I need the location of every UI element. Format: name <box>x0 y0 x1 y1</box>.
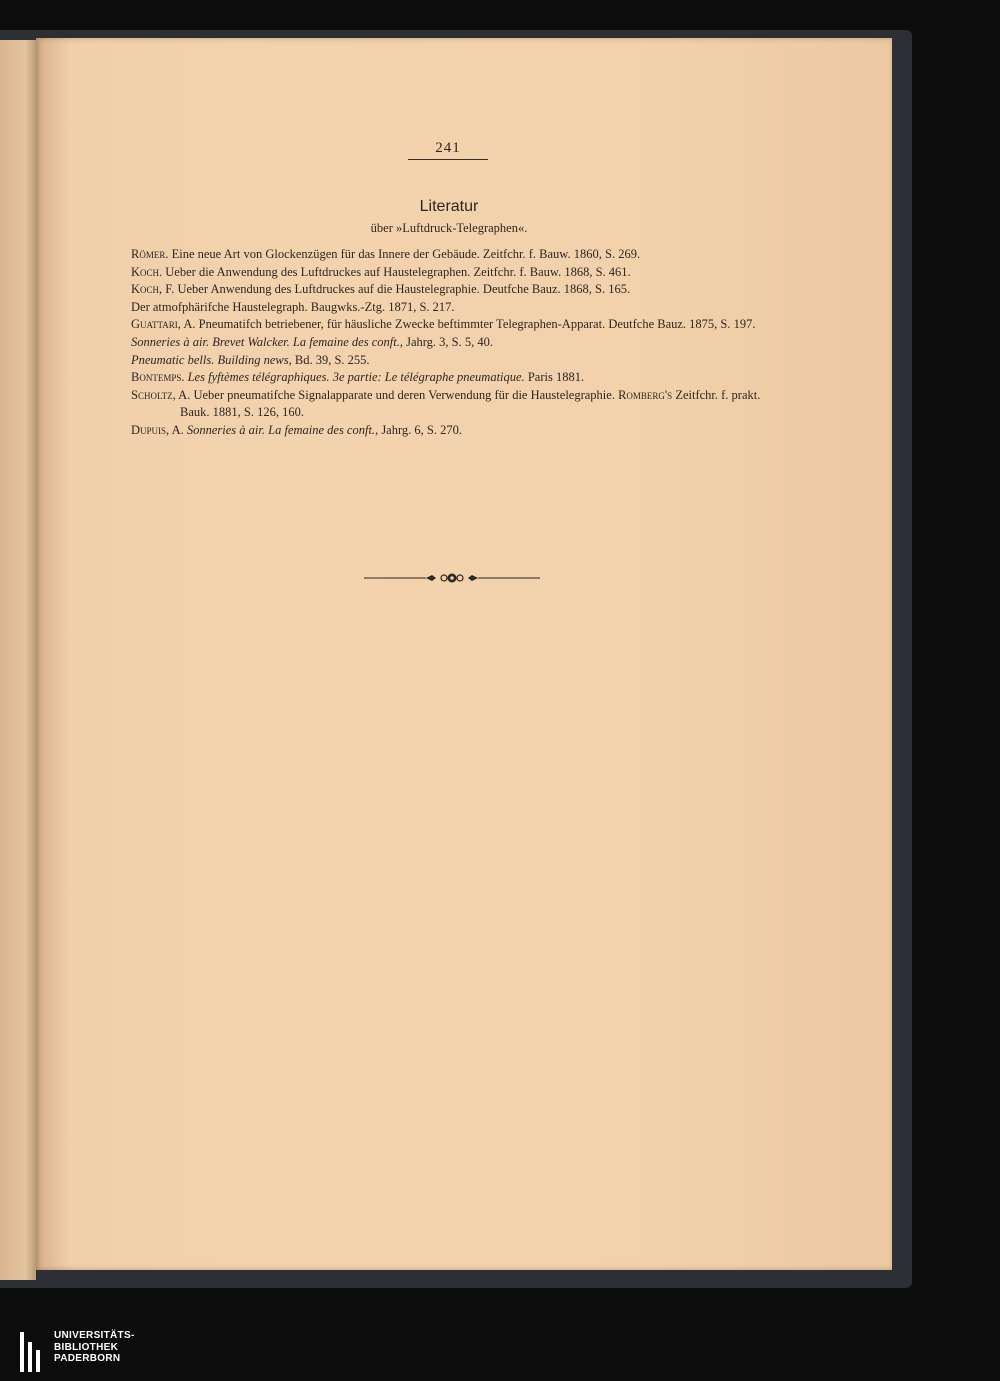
library-logo-line-3: PADERBORN <box>54 1353 121 1364</box>
entry-author: Bontemps. <box>131 370 185 385</box>
entry-text: Der atmofphärifche Haustelegraph. Baugwks.-Ztg. 1871, S. 217. <box>131 299 455 314</box>
bibliography-entry <box>131 264 781 282</box>
entry-title: Les fyftèmes télégraphiques. 3e partie: Le télégraphe pneumatique. <box>187 370 525 385</box>
page-number: 241 <box>435 140 461 156</box>
bibliography-entry <box>131 316 781 334</box>
entry-text: Ueber Anwendung des Luftdruckes auf die Haustelegraphie. Deutfche Bauz. 1868, S. 165. <box>174 282 631 297</box>
entry-author: Koch, F. <box>131 282 175 297</box>
entry-text: Zeitfchr. f. prakt. Bauk. 1881, S. 126, 160. <box>180 387 761 420</box>
bibliography-entry <box>131 387 781 422</box>
bibliography-entry <box>131 299 781 317</box>
entry-title: Sonneries à air. Brevet Walcker. La femaine des conft. <box>131 334 400 349</box>
bibliography-entry <box>131 422 781 440</box>
facing-page-edge <box>0 40 36 1280</box>
bibliography-entry <box>131 334 781 352</box>
entry-text: Ueber die Anwendung des Luftdruckes auf Haustelegraphen. Zeitfchr. f. Bauw. 1868, S. 461. <box>162 264 631 279</box>
entry-text: Eine neue Art von Glockenzügen für das Innere der Gebäude. Zeitfchr. f. Bauw. 1860, S. 269. <box>168 247 641 261</box>
section-heading: Literatur <box>419 198 479 215</box>
entry-text: Paris 1881. <box>524 370 585 385</box>
entry-text: , Jahrg. 3, S. 5, 40. <box>399 334 494 349</box>
library-logo-line-2: BIBLIOTHEK <box>54 1341 119 1353</box>
bibliography-entry <box>131 281 781 299</box>
book-page <box>36 38 892 1270</box>
library-logo-line-1: UNIVERSITÄTS- <box>54 1330 135 1341</box>
bibliography-entry <box>131 369 781 387</box>
library-logo-text <box>54 1330 135 1365</box>
entry-text: Ueber pneumatifche Signalapparate und deren Verwendung für die Haustelegraphie. <box>190 387 619 402</box>
entry-author: Römer. <box>131 247 169 261</box>
bibliography-entry <box>131 246 781 264</box>
entry-title: Sonneries à air. La femaine des conft. <box>186 422 376 437</box>
bibliography-entry <box>131 352 781 370</box>
section-subheading: über »Luftdruck-Telegraphen«. <box>370 221 528 235</box>
ornament-divider <box>364 571 540 585</box>
entry-title: Pneumatic bells. Building news, <box>131 352 292 367</box>
library-logo <box>20 1330 150 1372</box>
entry-author: Guattari, A. <box>131 317 196 332</box>
entry-text: Bd. 39, S. 255. <box>291 352 370 367</box>
entry-author: Koch. <box>131 264 163 279</box>
bibliography-list <box>131 246 781 440</box>
entry-text: , Jahrg. 6, S. 270. <box>375 422 462 437</box>
entry-author: Dupuis, A. <box>131 422 184 437</box>
entry-author: Romberg's <box>618 387 673 402</box>
entry-author: Scholtz, A. <box>131 387 191 402</box>
entry-text: Pneumatifch betriebener, für häusliche Zwecke beftimmter Telegraphen-Apparat. Deutfche Bauz. 1875, S. 197. <box>195 317 756 332</box>
page-number-rule <box>408 159 488 160</box>
